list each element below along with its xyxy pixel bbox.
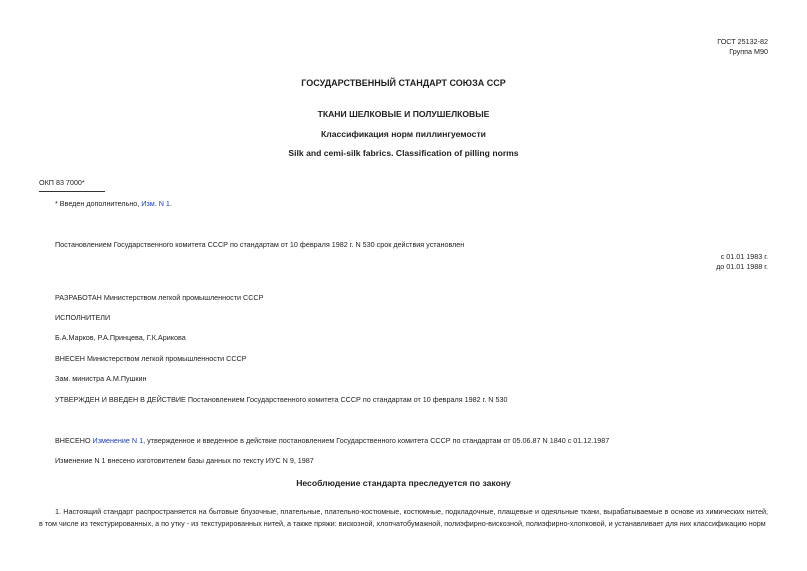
footnote-divider <box>39 191 105 192</box>
document-main-title: ГОСУДАРСТВЕННЫЙ СТАНДАРТ СОЮЗА ССР <box>301 78 506 88</box>
performers-names: Б.А.Марков, Р.А.Принцева, Г.К.Арикова <box>55 333 186 342</box>
introduced-by: ВНЕСЕН Министерством легкой промышленности СССР <box>55 354 247 363</box>
document-subject-title: ТКАНИ ШЕЛКОВЫЕ И ПОЛУШЕЛКОВЫЕ <box>317 109 490 119</box>
document-subtitle-ru: Классификация норм пиллингуемости <box>321 129 486 139</box>
validity-text: Постановлением Государственного комитета СССР по стандартам от 10 февраля 1982 г. N 530 срок действия установлен <box>55 240 465 249</box>
footnote-text: * Введен дополнительно, <box>55 199 142 208</box>
okp-code: ОКП 83 7000* <box>39 178 85 187</box>
legal-notice: Несоблюдение стандарта преследуется по закону <box>296 478 511 488</box>
group-code: Группа М90 <box>729 47 768 56</box>
gost-number: ГОСТ 25132-82 <box>717 37 768 46</box>
amendment-link[interactable]: Изменение N 1 <box>92 436 144 445</box>
amendment-note: Изменение N 1 внесено изготовителем базы данных по тексту ИУС N 9, 1987 <box>55 456 314 465</box>
amendment-suffix: , утвержденное и введенное в действие постановлением Государственного комитета СССР по стандартам от 05.06.87 N 1840 с 01.12.1987 <box>143 436 610 445</box>
approved-by: УТВЕРЖДЕН И ВВЕДЕН В ДЕЙСТВИЕ Постановлением Государственного комитета СССР по стандартам от 10 февраля 1982 г. N 530 <box>55 395 508 404</box>
performers-label: ИСПОЛНИТЕЛИ <box>55 313 111 322</box>
validity-to: до 01.01 1988 г. <box>716 262 768 271</box>
document-subtitle-en: Silk and cemi-silk fabrics. Classification of pilling norms <box>288 148 519 158</box>
amendment-line <box>55 436 609 445</box>
amendment-prefix: ВНЕСЕНО <box>55 436 93 445</box>
amendment-link-short[interactable]: Изм. N 1 <box>141 199 170 208</box>
validity-from: с 01.01 1983 г. <box>720 252 768 261</box>
footnote-suffix: . <box>169 199 172 208</box>
deputy-minister: Зам. министра А.М.Пушкин <box>55 374 147 383</box>
footnote <box>55 199 172 208</box>
paragraph-1: 1. Настоящий стандарт распространяется на бытовые блузочные, плательные, плательно-костюмные, костюмные, подкладочные, плащевые и одеяльные ткани, вырабатываемые в основе из химических нитей, в том числе из текстурированных, а по утку - из текстурированных нитей, а также пряжи: вискозной, хлопчатобумажной, полиэфирно-вискозной, полиэфирно-хлопковой, и устанавливает для них классификацию норм <box>39 507 768 528</box>
developed-by: РАЗРАБОТАН Министерством легкой промышленности СССР <box>55 293 264 302</box>
